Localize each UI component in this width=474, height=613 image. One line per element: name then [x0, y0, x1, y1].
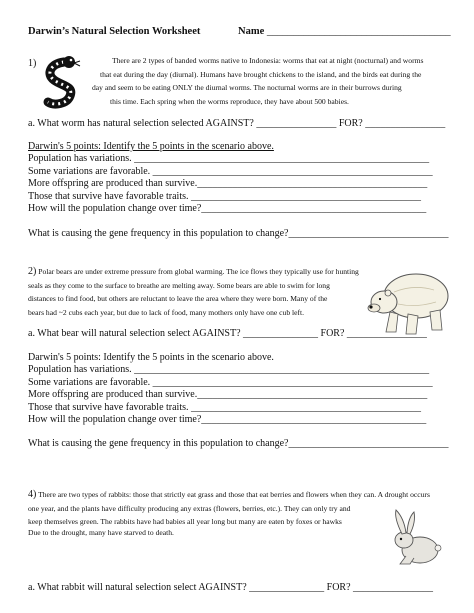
- section-1-five-points-heading: Darwin's 5 points: Identify the 5 points in the scenario above.: [28, 141, 274, 152]
- paragraph-line: day and seem to be eating ONLY the diurnal worms. The nocturnal worms are in their burrows during: [92, 83, 402, 93]
- section-1-gene-question[interactable]: What is causing the gene frequency in this population to change?________________________________: [28, 228, 449, 239]
- answer-line[interactable]: How will the population change over time?_____________________________________________: [28, 203, 427, 214]
- paragraph-line: distances to find food, but others are reluctant to leave the area where they were born. Many of the: [28, 294, 328, 304]
- paragraph-line: that eat during the day (diurnal). Humans have brought chickens to the island, and the birds eat during the: [100, 69, 422, 79]
- banded-worm-icon: [40, 54, 86, 112]
- paragraph-line: seals as they come to the surface to breathe are melting away. Some bears are able to swim for long: [28, 280, 330, 290]
- paragraph-line: one year, and the plants have difficulty producing any extras (flowers, berries, etc.). They can only try and: [28, 503, 351, 513]
- worksheet-title: Darwin’s Natural Selection Worksheet: [28, 26, 201, 37]
- paragraph-line: Due to the drought, many have starved to death.: [28, 527, 174, 537]
- section-3-paragraph: [28, 488, 430, 539]
- section-2-five-points-heading: Darwin's 5 points: Identify the 5 points in the scenario above.: [28, 352, 274, 363]
- section-2-five-points: [28, 364, 433, 427]
- answer-line[interactable]: More offspring are produced than survive.______________________________________________: [28, 178, 428, 189]
- section-3-number: 4): [28, 489, 37, 500]
- rabbit-icon: [382, 508, 442, 568]
- paragraph-line: bears had ~2 cubs each year, but due to lack of food, many mothers only have one cub left.: [28, 307, 305, 317]
- answer-line[interactable]: Some variations are favorable. ________________________________________________________: [28, 165, 433, 177]
- paragraph-line: this time. Each spring when the worms reproduce, they have about 500 babies.: [110, 96, 349, 106]
- paragraph-line: Polar bears are under extreme pressure from global warming. The ice flows they typically use for hunting: [38, 267, 359, 276]
- paragraph-line: There are two types of rabbits: those that strictly eat grass and those that eat berries and flowers when they can. A drought occurs: [38, 490, 430, 499]
- name-line[interactable]: ___________________________________: [266, 26, 451, 37]
- section-3-question-a[interactable]: a. What rabbit will natural selection select AGAINST? _______________ FOR? ________________: [28, 582, 434, 593]
- paragraph-line: keep themselves green. The rabbits have had babies all year long but many are eaten by foxes or hawks: [28, 517, 342, 527]
- answer-line[interactable]: Those that survive have favorable traits. ______________________________________________: [28, 190, 421, 202]
- section-2-question-a[interactable]: a. What bear will natural selection select AGAINST? _______________ FOR? ________________: [28, 328, 427, 339]
- answer-line[interactable]: Those that survive have favorable traits. ______________________________________________: [28, 401, 421, 413]
- section-1-number: 1): [28, 58, 37, 69]
- name-label: Name: [238, 26, 265, 37]
- section-2-number: 2): [28, 266, 37, 277]
- polar-bear-icon: [364, 262, 450, 338]
- section-1-paragraph: [92, 54, 424, 108]
- section-2-gene-question[interactable]: What is causing the gene frequency in this population to change?________________________________: [28, 438, 449, 449]
- answer-line[interactable]: Some variations are favorable. ________________________________________________________: [28, 376, 433, 388]
- answer-line[interactable]: More offspring are produced than survive.______________________________________________: [28, 389, 428, 400]
- section-2-paragraph: [28, 265, 359, 319]
- answer-line[interactable]: Population has variations. ___________________________________________________________: [28, 364, 430, 375]
- name-field: [238, 26, 451, 37]
- answer-line[interactable]: How will the population change over time?_____________________________________________: [28, 414, 427, 425]
- answer-line[interactable]: Population has variations. ___________________________________________________________: [28, 153, 430, 164]
- section-1-five-points: [28, 153, 433, 216]
- section-1-question-a[interactable]: a. What worm has natural selection selected AGAINST? ________________ FOR? ________________: [28, 118, 446, 129]
- paragraph-line: There are 2 types of banded worms native to Indonesia: worms that eat at night (nocturnal) and worms: [112, 56, 424, 65]
